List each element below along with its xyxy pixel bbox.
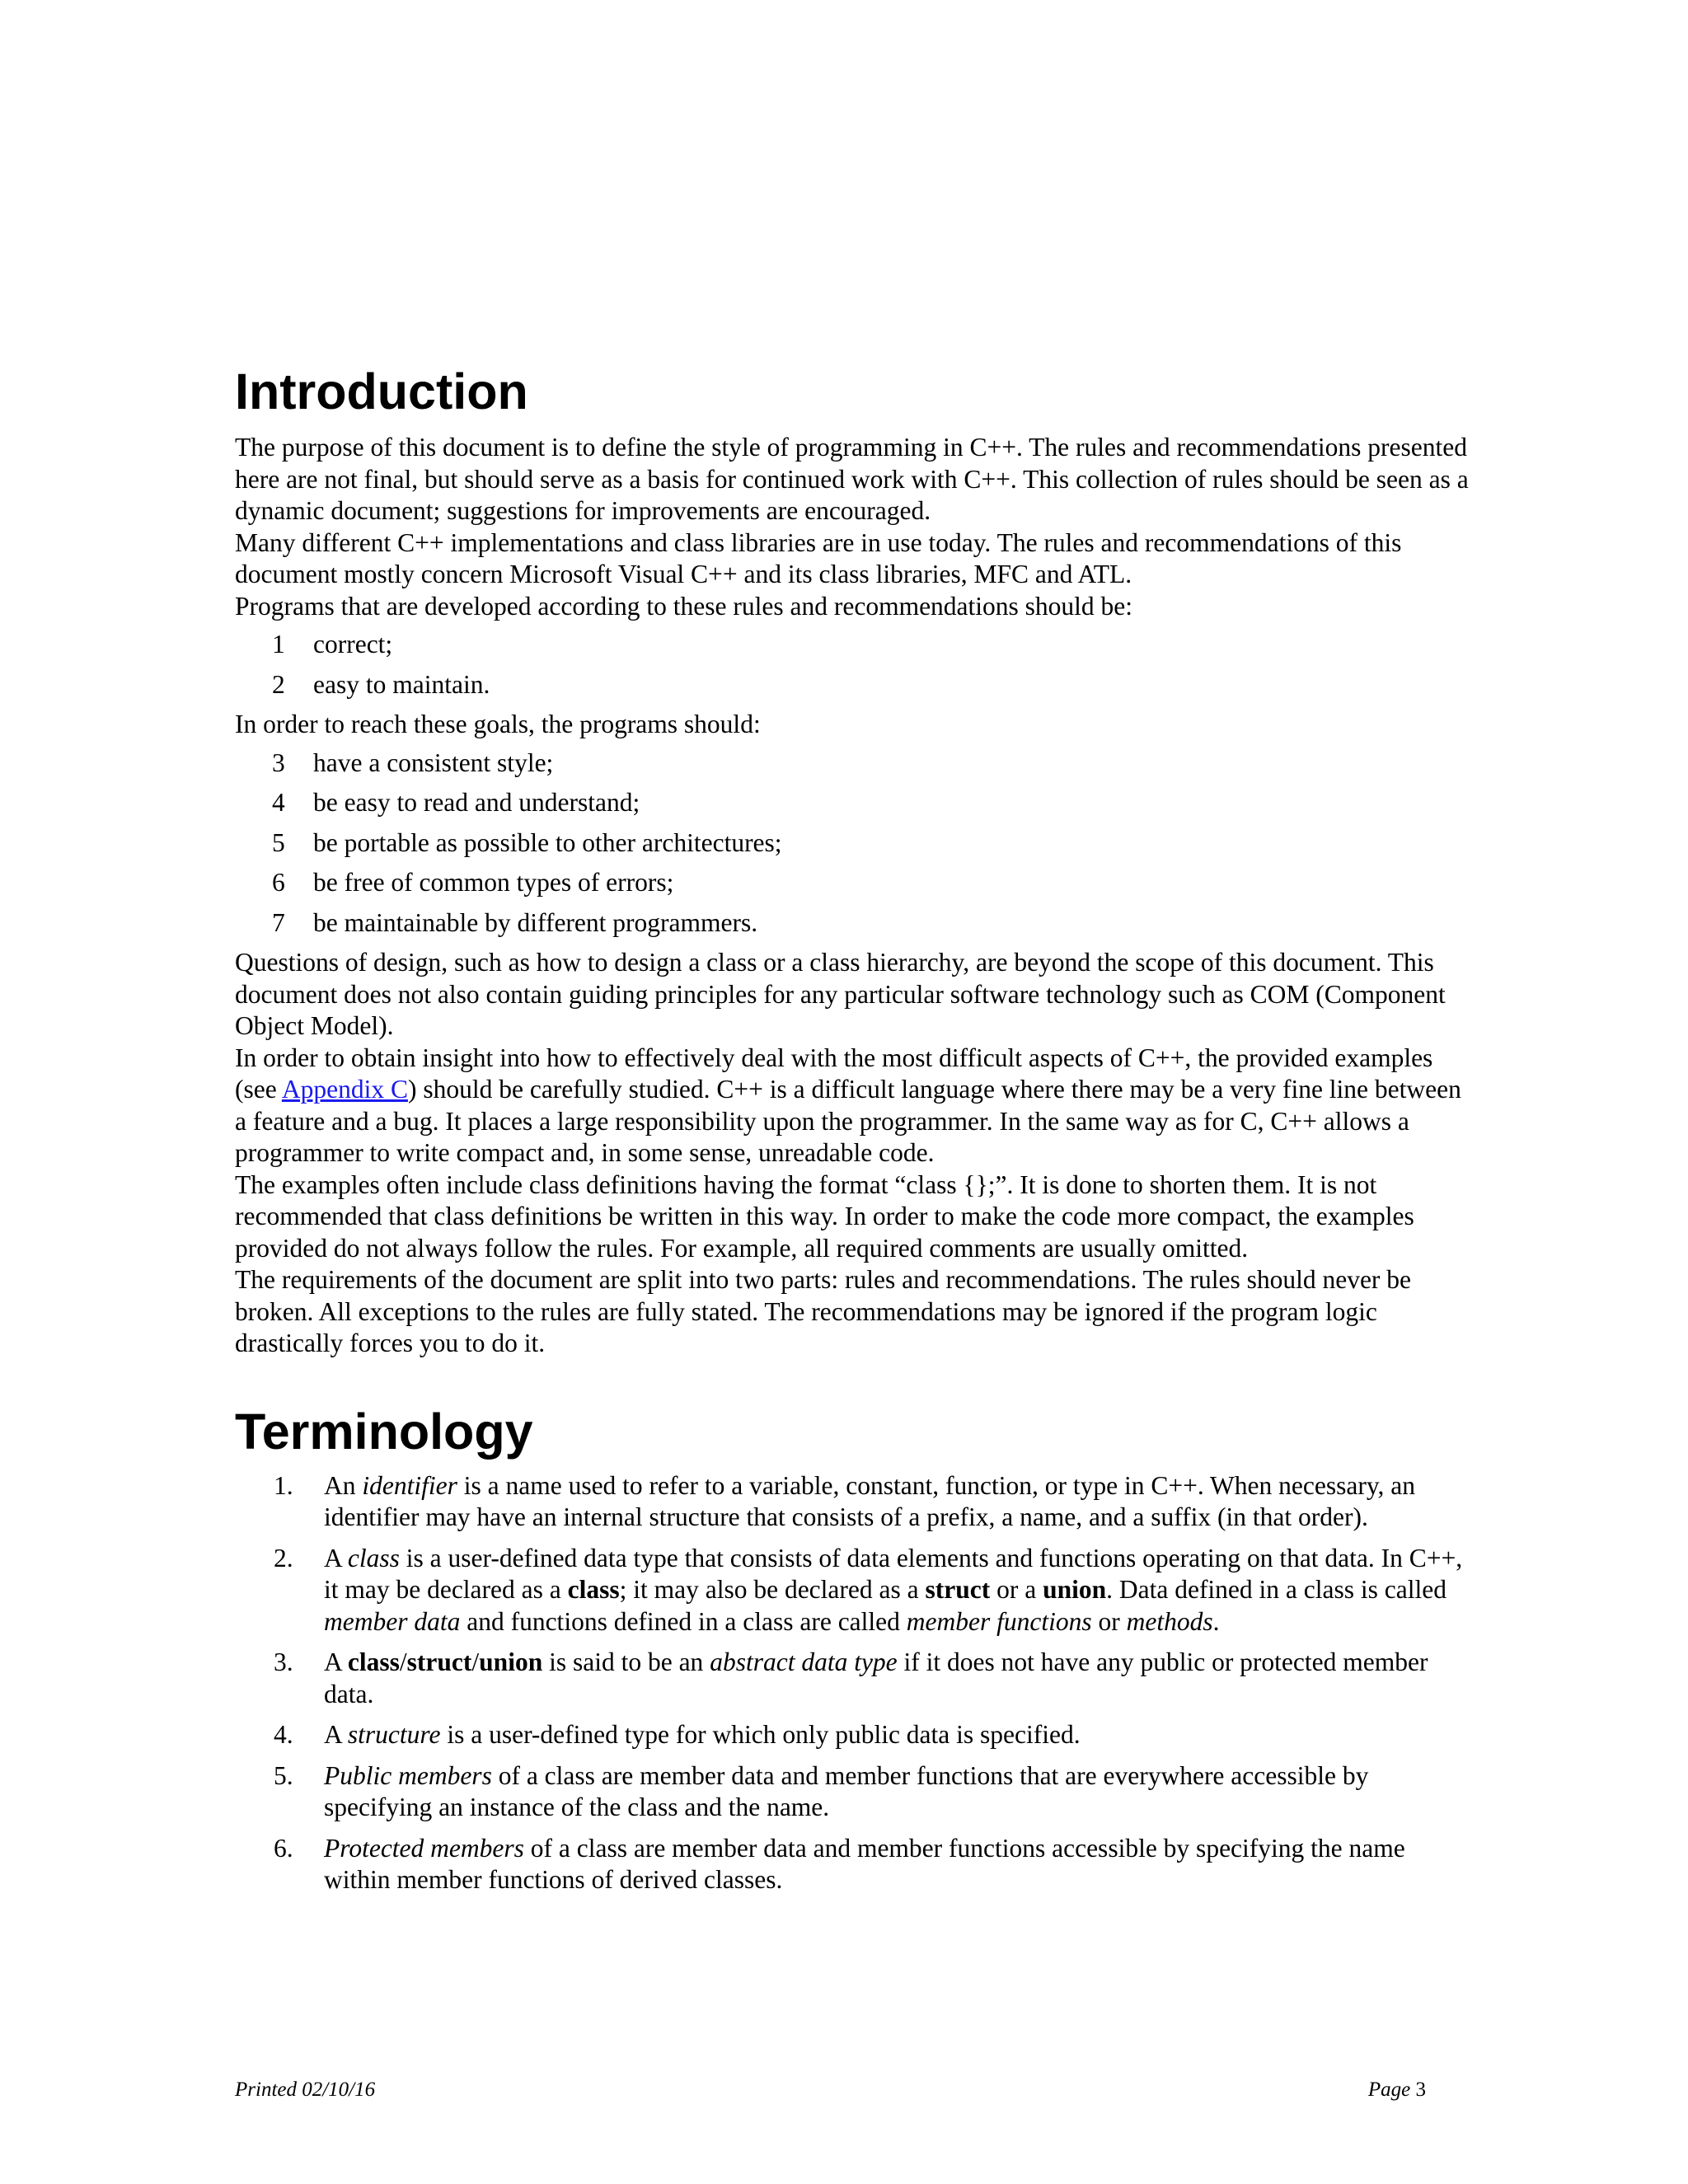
page-indicator [1368,2079,1426,2102]
list-item [235,1647,1471,1710]
intro-paragraph-3: Programs that are developed according to these rules and recommendations should be: [235,591,1133,621]
intro-paragraph-2: Many different C++ implementations and class libraries are in use today. The rules and recommendations of this document mostly concern Microsoft Visual C++ and its class libraries, MFC and ATL. [235,527,1402,588]
text: . [1212,1606,1220,1636]
requirements-list [235,748,1471,940]
keyword: struct [406,1647,472,1676]
list-number: 3. [274,1647,293,1676]
list-item-text: be maintainable by different programmers. [313,907,758,937]
goals-list [235,629,1471,701]
list-item [235,1760,1471,1824]
paragraph-text: In order to obtain insight into how to effectively deal with the most difficult aspects of C++, the provided examples (see [235,1043,1433,1104]
list-item-text: easy to maintain. [313,669,490,699]
terminology-heading: Terminology [235,1403,533,1460]
text: of a class are member data and member functions accessible by specifying the name within member functions of derived classes. [324,1833,1405,1894]
term: identifier [362,1470,457,1500]
term: Protected members [324,1833,524,1863]
list-item [235,629,1471,661]
list-item-text: be portable as possible to other architectures; [313,827,782,857]
list-item [235,787,1471,819]
terminology-list [235,1470,1471,1896]
list-number: 6 [272,868,285,897]
list-number: 2 [272,669,285,699]
list-number: 4. [274,1720,293,1749]
text: . Data defined in a class is called [1106,1575,1447,1604]
list-number: 5 [272,827,285,857]
intro-paragraph-4: In order to reach these goals, the programs should: [235,710,761,738]
text: / [399,1647,407,1676]
introduction-heading: Introduction [235,363,528,419]
text: is a user-defined type for which only public data is specified. [440,1720,1081,1749]
term: Public members [324,1760,492,1790]
page-footer [235,2079,1426,2102]
list-item-text: have a consistent style; [313,748,554,777]
list-item-text: be easy to read and understand; [313,788,640,817]
list-item [235,748,1471,780]
list-number: 1 [272,630,285,658]
text: A [324,1720,348,1749]
intro-paragraph-6 [235,1043,1471,1169]
list-item [235,1543,1471,1638]
term: methods [1126,1606,1213,1636]
text: A [324,1543,348,1572]
text: or a [990,1575,1043,1604]
text: / [471,1647,480,1676]
paragraph-text: ) should be carefully studied. C++ is a difficult language where there may be a very fine line between a feature and a bug. It places a large responsibility upon the programmer. In the same way as for C, C++ allows a programmer to write compact and, in some sense, unreadable code. [235,1075,1461,1167]
list-number: 5. [274,1760,293,1790]
list-item [235,1833,1471,1896]
keyword: class [347,1647,400,1676]
keyword: class [567,1575,620,1604]
document-body [235,363,1471,1905]
text: and functions defined in a class are called [460,1606,907,1636]
term: abstract data type [710,1647,898,1676]
text: An [324,1470,363,1500]
term: class [347,1543,400,1572]
appendix-c-link[interactable]: Appendix C [281,1075,408,1104]
list-number: 2. [274,1543,293,1572]
keyword: union [1043,1575,1107,1604]
term: structure [347,1720,441,1749]
list-number: 3 [272,748,285,777]
list-item-text: be free of common types of errors; [313,868,674,897]
page-number: 3 [1415,2079,1426,2101]
list-item [235,907,1471,940]
text: is a user-defined data type that consists of data elements and functions operating on that data. In C++, it may be declared as a [324,1543,1463,1604]
list-number: 7 [272,907,285,937]
intro-paragraph-8: The requirements of the document are split into two parts: rules and recommendations. The rules should never be broken. All exceptions to the rules are fully stated. The recommendations may be ignored if the program logic drastically forces you to do it. [235,1265,1412,1357]
list-number: 1. [274,1470,293,1500]
text: A [324,1647,348,1676]
list-item-text: correct; [313,630,393,658]
list-item [235,669,1471,701]
page-label: Page [1367,2079,1411,2101]
intro-paragraph-1: The purpose of this document is to define the style of programming in C++. The rules and recommendations presented here are not final, but should serve as a basis for continued work with C++. This collection of rules should be seen as a dynamic document; suggestions for improvements are encouraged. [235,433,1469,525]
list-item [235,867,1471,899]
list-item [235,1470,1471,1534]
printed-date: Printed 02/10/16 [235,2079,376,2101]
text: is said to be an [542,1647,710,1676]
text: of a class are member data and member functions that are everywhere accessible by specifying an instance of the class and the name. [324,1760,1369,1821]
intro-paragraph-7: The examples often include class definitions having the format “class {};”. It is done to shorten them. It is not recommended that class definitions be written in this way. In order to make the code more compact, the examples provided do not always follow the rules. For example, all required comments are usually omitted. [235,1169,1414,1263]
list-item [235,1719,1471,1751]
text: or [1091,1606,1127,1636]
keyword: struct [925,1575,991,1604]
text: if it does not have any public or protected member data. [324,1647,1428,1708]
text: is a name used to refer to a variable, constant, function, or type in C++. When necessary, an identifier may have an internal structure that consists of a prefix, a name, and a suffix (in that order). [324,1470,1416,1531]
term: member functions [906,1606,1092,1636]
list-item [235,827,1471,860]
term: member data [324,1606,461,1636]
keyword: union [479,1647,543,1676]
list-number: 4 [272,788,285,817]
intro-paragraph-5: Questions of design, such as how to design a class or a class hierarchy, are beyond the scope of this document. This document does not also contain guiding principles for any particular software technology such as COM (Component Object Model). [235,948,1446,1040]
list-number: 6. [274,1833,293,1863]
text: ; it may also be declared as a [619,1575,926,1604]
